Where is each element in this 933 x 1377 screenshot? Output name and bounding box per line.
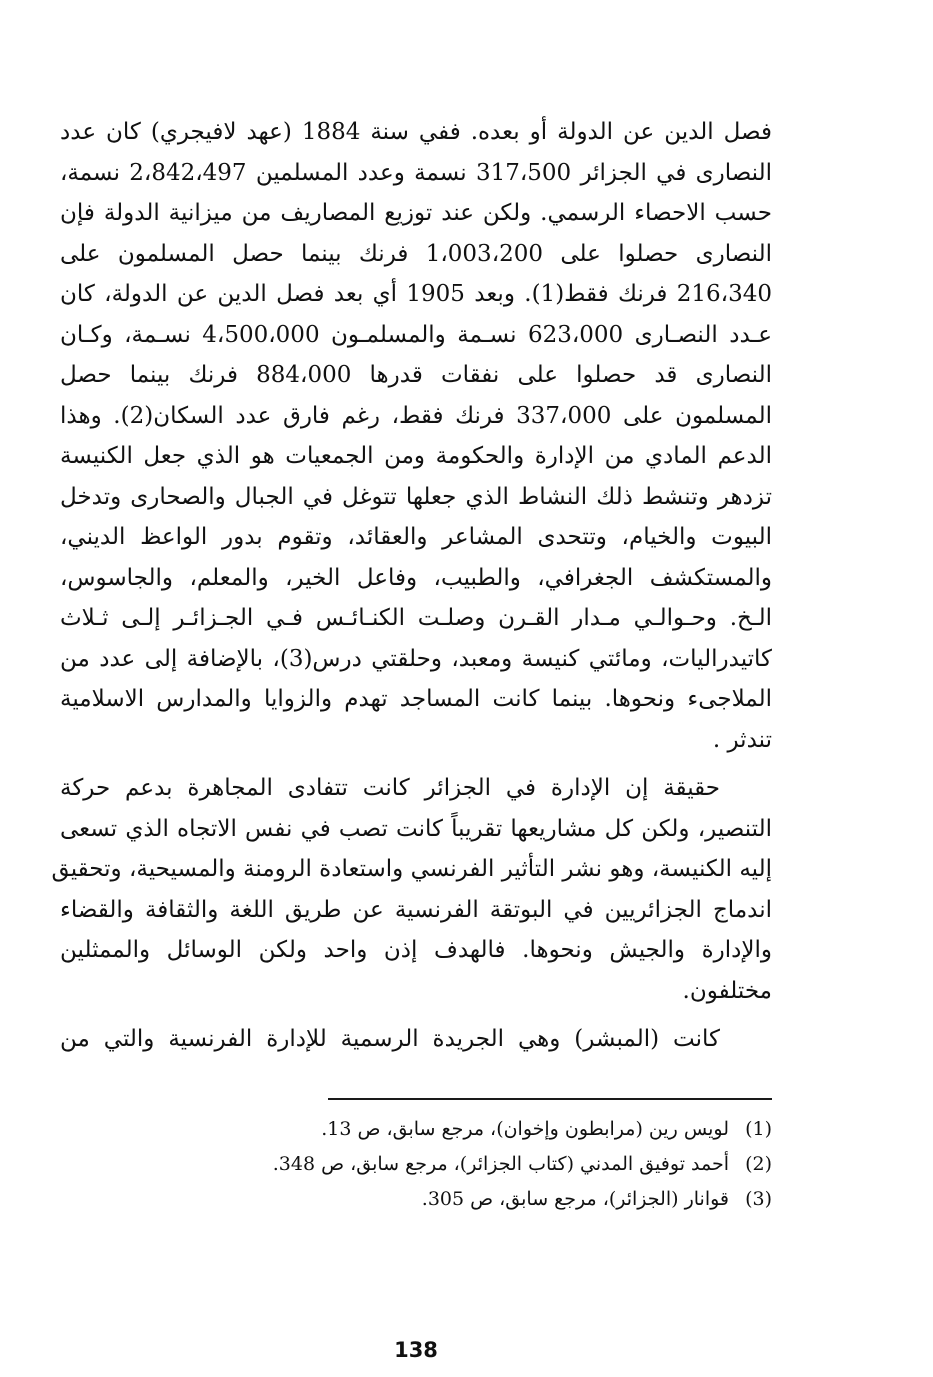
footnotes (60, 1112, 772, 1217)
footnote-number: (1) (745, 1118, 772, 1140)
text-line: الملاجىء ونحوها. بينما كانت المساجد تهدم والزوايا والمدارس الاسلامية (60, 686, 772, 712)
footnote-number: (2) (745, 1153, 772, 1175)
paragraph-gap (60, 760, 772, 768)
text-line: الدعم المادي من الإدارة والحكومة ومن الجمعيات هو الذي جعل الكنيسة (60, 443, 772, 469)
footnote-text: أحمد توفيق المدني (كتاب الجزائر)، مرجع سابق، ص 348. (272, 1153, 730, 1175)
text-line: تندثر . (712, 726, 772, 753)
text-line: كانت (المبشر) وهي الجريدة الرسمية للإدارة الفرنسية والتي من (60, 1026, 720, 1052)
text-line: إليه الكنيسة، وهو نشر التأثير الفرنسي واستعادة الرومنة والمسيحية، وتحقيق (51, 856, 772, 882)
text-line: والإدارة والجيش ونحوها. فالهدف إذن واحد ولكن الوسائل والممثلين (60, 937, 772, 963)
text-line: كاتيدراليات، ومائتي كنيسة ومعبد، وحلقتي درس(3)، بالإضافة إلى عدد من (60, 645, 773, 672)
paragraph-3 (60, 1019, 772, 1060)
text-line: البيوت والخيام، وتتحدى المشاعر والعقائد، وتقوم بدور الواعظ الديني، (60, 524, 772, 550)
footnote-number: (3) (745, 1188, 772, 1210)
text-line: مختلفون. (682, 977, 772, 1004)
footnote-separator (328, 1098, 772, 1100)
text-line: عـدد النصـارى 623،000 نسـمة والمسلمـون 4،500،000 نسـمة، وكـان (60, 321, 772, 348)
footnote-1 (60, 1112, 772, 1147)
footnote-2 (60, 1147, 772, 1182)
text-line: الـخ. وحـوالـي مـدار القـرن وصلـت الكنـائـس فـي الجـزائـر إلـى ثـلاث (60, 605, 772, 631)
text-line: النصارى في الجزائر 317،500 نسمة وعدد المسلمين 2،842،497 نسمة، (60, 159, 772, 186)
book-page (51, 112, 773, 1362)
text-line: 216،340 فرنك فقط(1). وبعد 1905 أي بعد فصل الدين عن الدولة، كان (60, 281, 772, 307)
text-line: النصارى حصلوا على 1،003،200 فرنك بينما حصل المسلمون على (60, 240, 772, 267)
footnote-text: لويس رين (مرابطون وإخوان)، مرجع سابق، ص 13. (321, 1118, 730, 1140)
text-line: التنصير، ولكن كل مشاريعها تقريباً كانت تصب في نفس الاتجاه الذي تسعى (60, 815, 772, 842)
text-line: المسلمون على 337،000 فرنك فقط، رغم فارق عدد السكان(2). وهذا (60, 402, 772, 429)
footnote-3 (60, 1182, 772, 1217)
text-line: تزدهر وتنشط ذلك النشاط الذي جعلها تتوغل في الجبال والصحارى وتدخل (60, 483, 772, 510)
text-line: حسب الاحصاء الرسمي. ولكن عند توزيع المصاريف من ميزانية الدولة فإن (60, 200, 772, 226)
paragraph-2 (51, 768, 772, 1011)
text-line: فصل الدين عن الدولة أو بعده. ففي سنة 1884 (عهد لافيجري) كان عدد (60, 119, 772, 145)
page-number: 138 (394, 1338, 438, 1362)
text-line: النصارى قد حصلوا على نفقات قدرها 884،000 فرنك بينما حصل (60, 362, 772, 388)
footnote-text: قوانار (الجزائر)، مرجع سابق، ص 305. (421, 1188, 730, 1210)
paragraph-1 (60, 112, 772, 760)
text-line: حقيقة إن الإدارة في الجزائر كانت تتفادى المجاهرة بدعم حركة (60, 775, 720, 801)
text-line: اندماج الجزائريين في البوتقة الفرنسية عن طريق اللغة والثقافة والقضاء (60, 896, 772, 923)
text-line: والمستكشف الجغرافي، والطبيب، وفاعل الخير، والمعلم، والجاسوس، (60, 564, 772, 591)
paragraph-gap (60, 1011, 772, 1019)
